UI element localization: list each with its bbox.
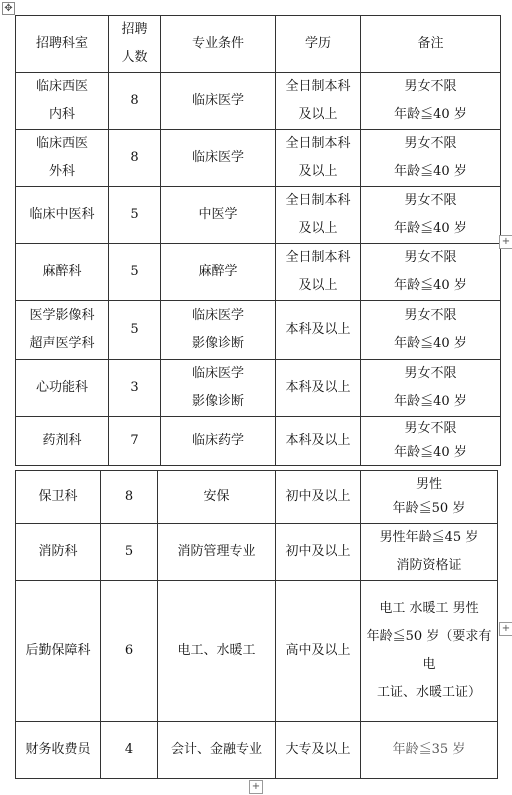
cell-major[interactable]: 临床医学 影像诊断 <box>161 360 276 417</box>
cell-edu[interactable]: 本科及以上 <box>276 360 361 417</box>
table-row <box>16 581 498 722</box>
add-row-icon[interactable]: + <box>499 622 512 636</box>
table-row <box>16 301 501 360</box>
table-row <box>16 187 501 244</box>
cell-edu[interactable]: 本科及以上 <box>276 417 361 466</box>
header-note: 备注 <box>361 16 501 73</box>
header-major: 专业条件 <box>161 16 276 73</box>
cell-count[interactable]: 5 <box>109 301 161 360</box>
cell-major[interactable]: 麻醉学 <box>161 244 276 301</box>
cell-count[interactable]: 5 <box>101 524 158 581</box>
cell-note[interactable]: 男女不限 年龄≦40 岁 <box>361 301 501 360</box>
cell-note[interactable]: 年龄≦35 岁 <box>361 722 498 779</box>
cell-dept[interactable]: 消防科 <box>16 524 101 581</box>
cell-major[interactable]: 消防管理专业 <box>158 524 276 581</box>
cell-major[interactable]: 安保 <box>158 471 276 524</box>
cell-dept[interactable]: 保卫科 <box>16 471 101 524</box>
cell-dept[interactable]: 麻醉科 <box>16 244 109 301</box>
cell-edu[interactable]: 全日制本科 及以上 <box>276 73 361 130</box>
cell-note[interactable]: 男女不限 年龄≦40 岁 <box>361 187 501 244</box>
table-row <box>16 360 501 417</box>
cell-count[interactable]: 4 <box>101 722 158 779</box>
recruitment-table-part-1 <box>15 15 501 466</box>
cell-edu[interactable]: 本科及以上 <box>276 301 361 360</box>
cell-edu[interactable]: 全日制本科 及以上 <box>276 130 361 187</box>
table-row <box>16 417 501 466</box>
cell-dept[interactable]: 后勤保障科 <box>16 581 101 722</box>
cell-edu[interactable]: 初中及以上 <box>276 471 361 524</box>
cell-count[interactable]: 8 <box>109 73 161 130</box>
cell-major[interactable]: 会计、金融专业 <box>158 722 276 779</box>
table-header-row <box>16 16 501 73</box>
cell-dept[interactable]: 财务收费员 <box>16 722 101 779</box>
cell-note[interactable]: 电工 水暖工 男性 年龄≦50 岁（要求有电 工证、水暖工证） <box>361 581 498 722</box>
cell-dept[interactable]: 药剂科 <box>16 417 109 466</box>
cell-note[interactable]: 男女不限 年龄≦40 岁 <box>361 244 501 301</box>
cell-edu[interactable]: 大专及以上 <box>276 722 361 779</box>
cell-note[interactable]: 男女不限 年龄≦40 岁 <box>361 73 501 130</box>
table-row <box>16 471 498 524</box>
cell-major[interactable]: 电工、水暖工 <box>158 581 276 722</box>
add-row-bottom-icon[interactable]: + <box>249 780 263 794</box>
cell-count[interactable]: 3 <box>109 360 161 417</box>
cell-edu[interactable]: 全日制本科 及以上 <box>276 244 361 301</box>
table-row <box>16 244 501 301</box>
cell-count[interactable]: 6 <box>101 581 158 722</box>
cell-note[interactable]: 男女不限 年龄≦40 岁 <box>361 130 501 187</box>
cell-note[interactable]: 男性年龄≦45 岁 消防资格证 <box>361 524 498 581</box>
cell-count[interactable]: 8 <box>109 130 161 187</box>
cell-major[interactable]: 临床医学 <box>161 73 276 130</box>
cell-count[interactable]: 7 <box>109 417 161 466</box>
cell-count[interactable]: 8 <box>101 471 158 524</box>
add-row-icon[interactable]: + <box>499 235 512 249</box>
cell-count[interactable]: 5 <box>109 187 161 244</box>
cell-count[interactable]: 5 <box>109 244 161 301</box>
cell-edu[interactable]: 初中及以上 <box>276 524 361 581</box>
cell-dept[interactable]: 临床西医 外科 <box>16 130 109 187</box>
cell-major[interactable]: 临床药学 <box>161 417 276 466</box>
cell-note[interactable]: 男性 年龄≦50 岁 <box>361 471 498 524</box>
cell-dept[interactable]: 心功能科 <box>16 360 109 417</box>
cell-edu[interactable]: 高中及以上 <box>276 581 361 722</box>
cell-dept[interactable]: 医学影像科 超声医学科 <box>16 301 109 360</box>
recruitment-table-part-2 <box>15 470 498 779</box>
cell-edu[interactable]: 全日制本科 及以上 <box>276 187 361 244</box>
cell-note[interactable]: 男女不限 年龄≦40 岁 <box>361 360 501 417</box>
table-row <box>16 722 498 779</box>
cell-dept[interactable]: 临床中医科 <box>16 187 109 244</box>
cell-dept[interactable]: 临床西医 内科 <box>16 73 109 130</box>
header-count: 招聘 人数 <box>109 16 161 73</box>
table-row <box>16 130 501 187</box>
cell-note[interactable]: 男女不限 年龄≦40 岁 <box>361 417 501 466</box>
cell-major[interactable]: 临床医学 影像诊断 <box>161 301 276 360</box>
table-row <box>16 73 501 130</box>
header-edu: 学历 <box>276 16 361 73</box>
table-row <box>16 524 498 581</box>
cell-major[interactable]: 中医学 <box>161 187 276 244</box>
table-move-handle-icon[interactable]: ✥ <box>2 2 15 15</box>
header-dept: 招聘科室 <box>16 16 109 73</box>
cell-major[interactable]: 临床医学 <box>161 130 276 187</box>
